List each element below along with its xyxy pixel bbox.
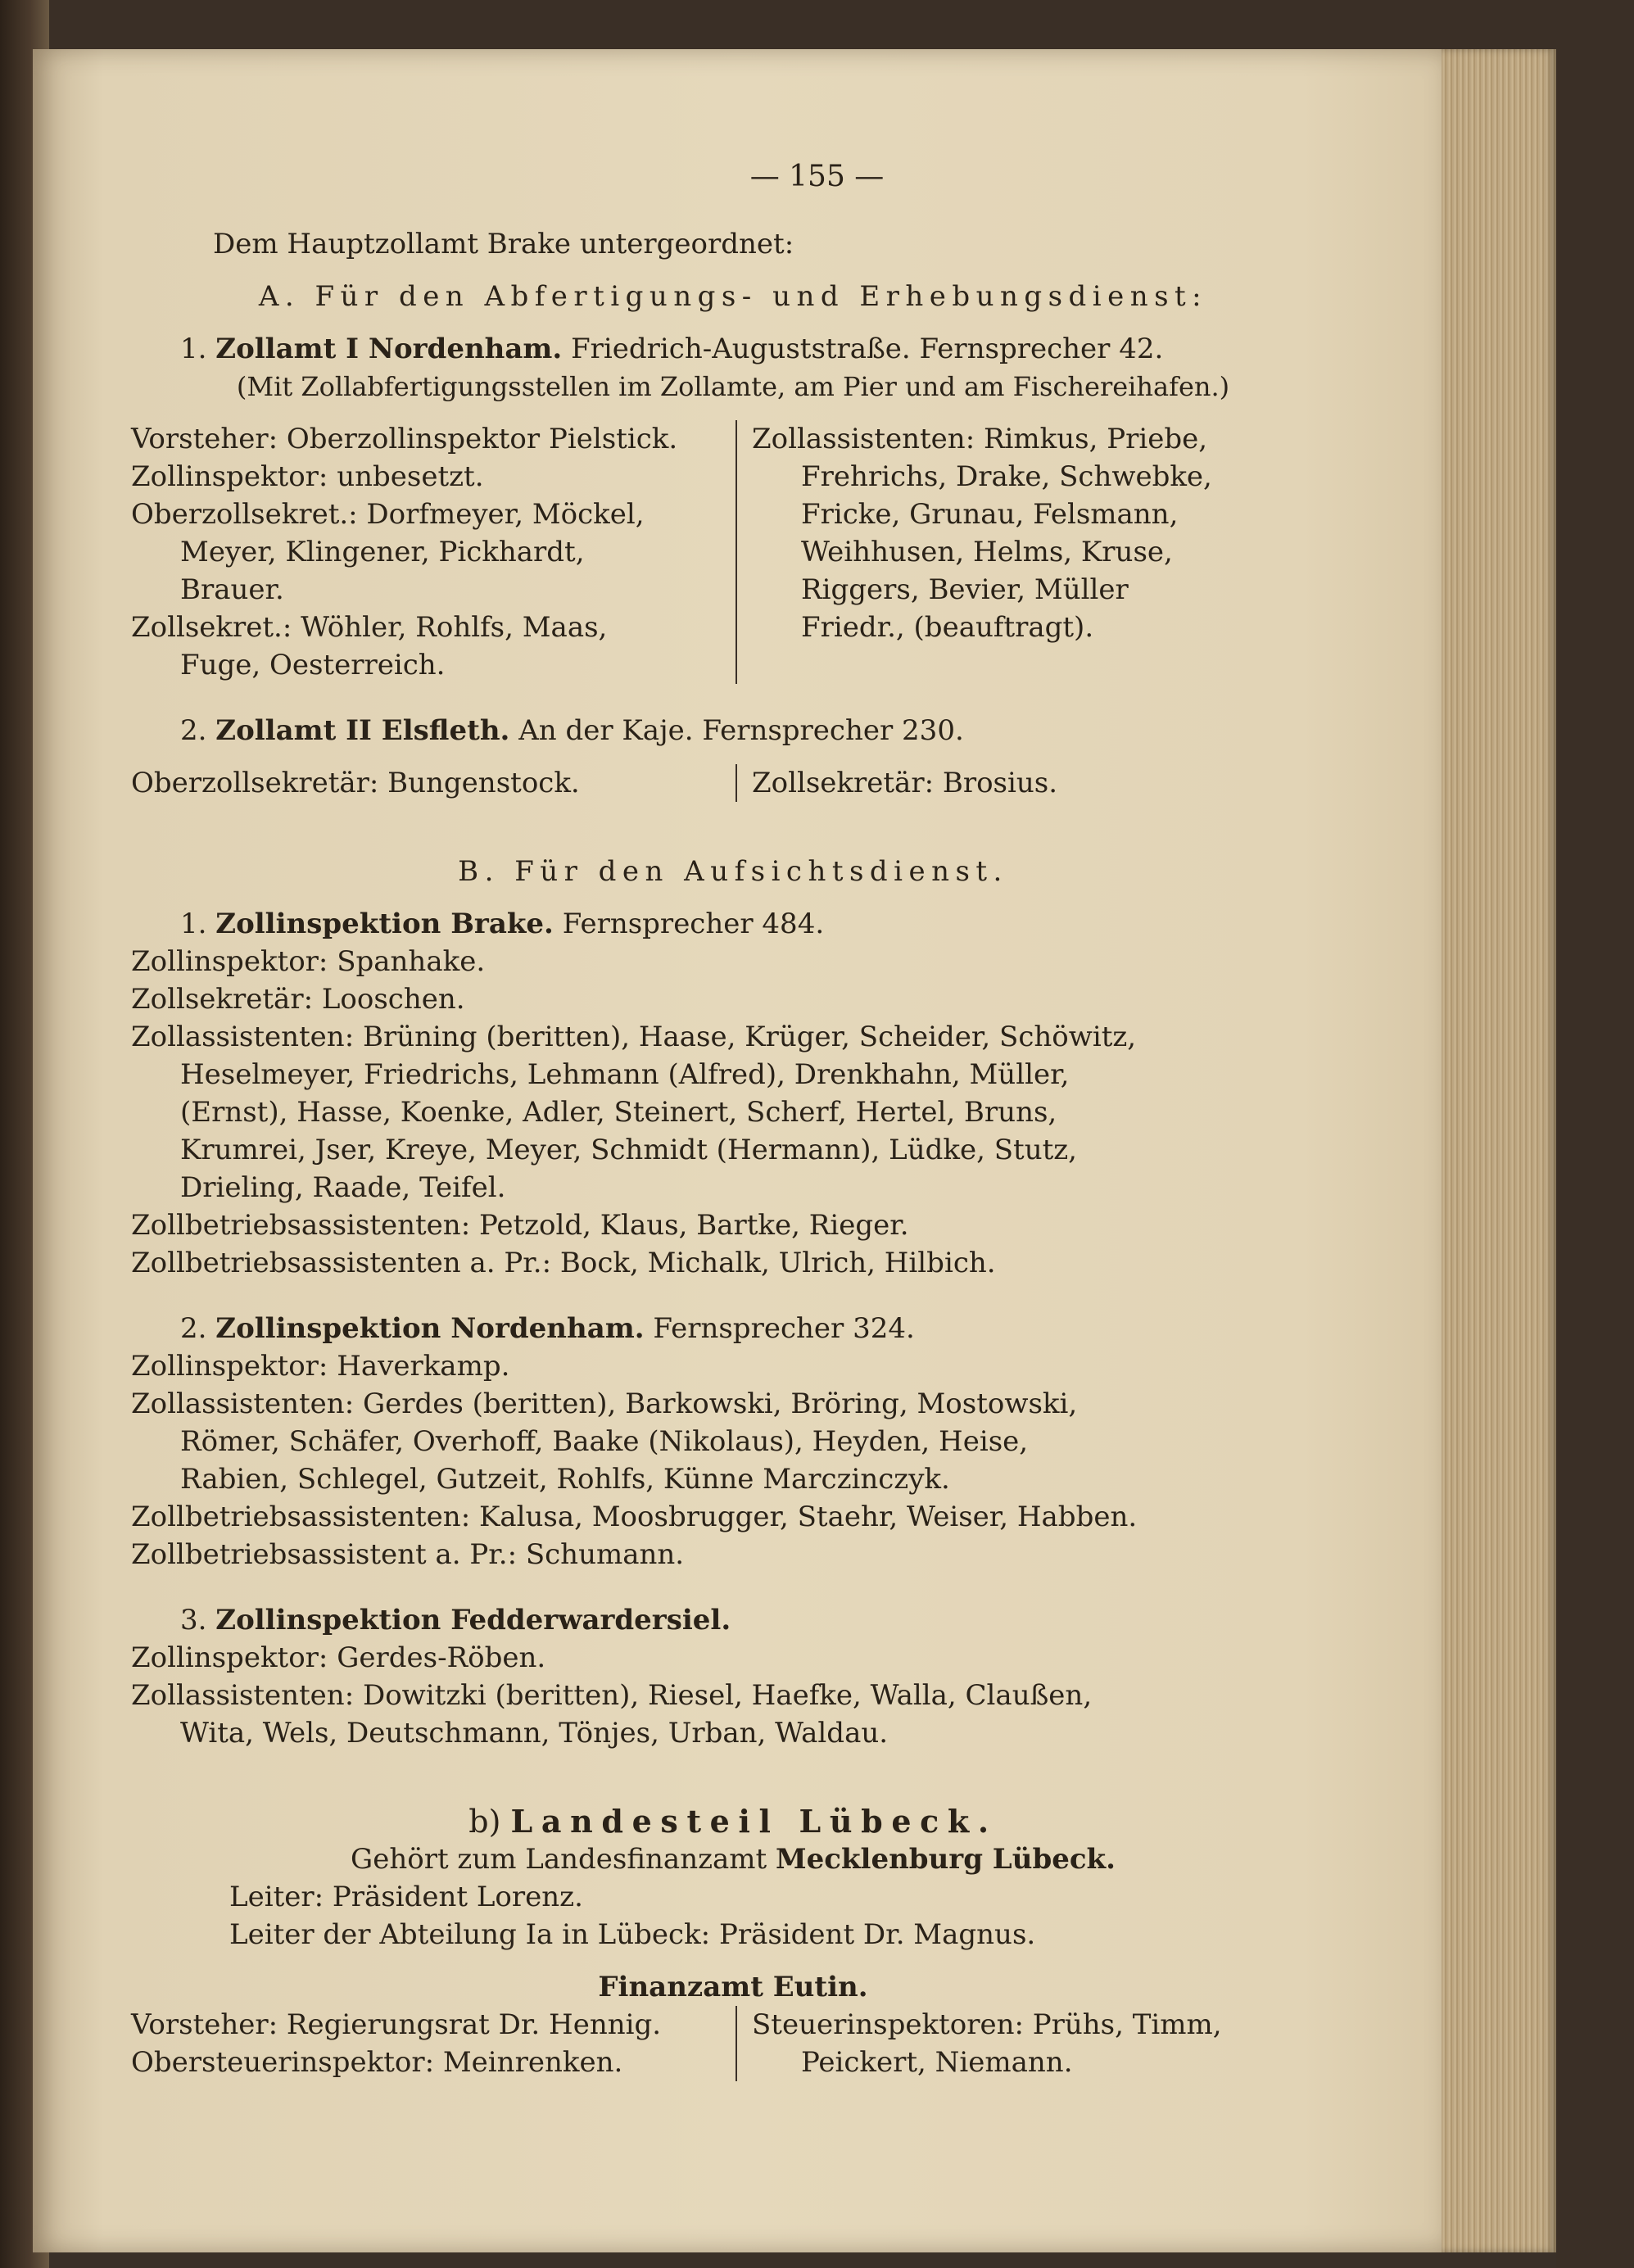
background-right [1556, 0, 1634, 2268]
staff-line: Zollassistenten: Dowitzki (beritten), Riesel, Haefke, Walla, Claußen, [131, 1679, 1093, 1712]
landesteil-sub-bold: Mecklenburg Lübeck. [776, 1843, 1116, 1876]
intro-line: Dem Hauptzollamt Brake untergeordnet: [213, 228, 794, 260]
a2-staff-left [131, 764, 737, 802]
a1-staff-right [737, 420, 1335, 684]
staff-line: Zollassistenten: Gerdes (beritten), Barkowski, Bröring, Mostowski, [131, 1388, 1078, 1420]
b1-heading [131, 905, 1335, 943]
a1-staff [131, 420, 1335, 684]
a1-office-name: Zollamt I Nordenham. [215, 333, 563, 365]
staff-line: Krumrei, Jser, Kreye, Meyer, Schmidt (Hermann), Lüdke, Stutz, [180, 1134, 1077, 1166]
staff-line: Rabien, Schlegel, Gutzeit, Rohlfs, Künne Marczinczyk. [180, 1463, 950, 1496]
staff-line: Leiter: Präsident Lorenz. [229, 1881, 583, 1913]
background-top [49, 0, 1556, 49]
section-a-heading: A. Für den Abfertigungs- und Erhebungsdienst: [258, 280, 1208, 313]
staff-line: Oberzollsekretär: Bungenstock. [131, 767, 580, 799]
staff-line: Römer, Schäfer, Overhoff, Baake (Nikolaus), Heyden, Heise, [180, 1425, 1029, 1458]
staff-line: Zollassistenten: Rimkus, Priebe, [752, 423, 1208, 455]
landesteil-sub-text: Gehört zum Landesfinanzamt [351, 1843, 767, 1876]
b3-number: 3. [180, 1604, 207, 1636]
staff-line: Oberzollsekret.: Dorfmeyer, Möckel, [131, 498, 645, 531]
b1-number: 1. [180, 908, 207, 940]
b3-heading [131, 1601, 1335, 1639]
staff-line: Zollinspektor: Haverkamp. [131, 1350, 510, 1383]
a2-staff [131, 764, 1335, 802]
finanzamt-staff [131, 2006, 1335, 2081]
staff-line: Weihhusen, Helms, Kruse, [801, 536, 1173, 568]
finanzamt-staff-left [131, 2006, 737, 2081]
staff-line: Brauer. [180, 573, 284, 606]
a1-number: 1. [180, 333, 207, 365]
staff-line: Steuerinspektoren: Prühs, Timm, [752, 2008, 1222, 2041]
staff-line: Zollinspektor: unbesetzt. [131, 460, 484, 493]
a2-office-name: Zollamt II Elsfleth. [215, 714, 510, 747]
a1-note: (Mit Zollabfertigungsstellen im Zollamte, am Pier und am Fischereihafen.) [236, 371, 1230, 402]
staff-line: Zollinspektor: Gerdes-Röben. [131, 1641, 546, 1674]
staff-line: Obersteuerinspektor: Meinrenken. [131, 2046, 623, 2079]
staff-line: Zollbetriebsassistenten: Petzold, Klaus, Bartke, Rieger. [131, 1209, 909, 1242]
staff-line: Zollbetriebsassistent a. Pr.: Schumann. [131, 1538, 685, 1571]
staff-line: Zollsekret.: Wöhler, Rohlfs, Maas, [131, 611, 608, 644]
staff-line: Frehrichs, Drake, Schwebke, [801, 460, 1212, 493]
section-b-heading: B. Für den Aufsichtsdienst. [458, 855, 1008, 888]
finanzamt-heading: Finanzamt Eutin. [598, 1971, 868, 2003]
a1-heading [131, 330, 1335, 368]
a2-heading [131, 712, 1335, 749]
staff-line: Drieling, Raade, Teifel. [180, 1171, 506, 1204]
b2-number: 2. [180, 1312, 207, 1345]
staff-line: Riggers, Bevier, Müller [801, 573, 1129, 606]
staff-line: Fricke, Grunau, Felsmann, [801, 498, 1179, 531]
staff-line: (Ernst), Hasse, Koenke, Adler, Steinert, Scherf, Hertel, Bruns, [180, 1096, 1057, 1129]
b2-heading [131, 1310, 1335, 1347]
staff-line: Meyer, Klingener, Pickhardt, [180, 536, 585, 568]
staff-line: Zollinspektor: Spanhake. [131, 945, 486, 978]
landesteil-subheading [131, 1840, 1335, 1878]
page-edges [1442, 49, 1556, 2252]
staff-line: Heselmeyer, Friedrichs, Lehmann (Alfred), Drenkhahn, Müller, [180, 1058, 1070, 1091]
page-number: — 155 — [749, 160, 885, 193]
b1-phone: Fernsprecher 484. [562, 908, 825, 940]
page-content [131, 225, 1335, 2081]
staff-line: Zollbetriebsassistenten: Kalusa, Moosbrugger, Staehr, Weiser, Habben. [131, 1501, 1138, 1533]
b3-office-name: Zollinspektion Fedderwardersiel. [215, 1604, 731, 1636]
staff-line: Peickert, Niemann. [801, 2046, 1073, 2079]
staff-line: Leiter der Abteilung Ia in Lübeck: Präsident Dr. Magnus. [229, 1918, 1036, 1951]
landesteil-prefix: b) [468, 1804, 501, 1840]
b2-phone: Fernsprecher 324. [653, 1312, 915, 1345]
landesteil-heading [131, 1803, 1335, 1840]
staff-line: Wita, Wels, Deutschmann, Tönjes, Urban, Waldau. [180, 1717, 889, 1750]
staff-line: Zollsekretär: Brosius. [752, 767, 1058, 799]
a2-address: An der Kaje. Fernsprecher 230. [518, 714, 964, 747]
staff-line: Zollsekretär: Looschen. [131, 983, 465, 1016]
finanzamt-staff-right [737, 2006, 1335, 2081]
a2-staff-right [737, 764, 1335, 802]
b2-office-name: Zollinspektion Nordenham. [215, 1312, 645, 1345]
staff-line: Friedr., (beauftragt). [801, 611, 1094, 644]
staff-line: Zollassistenten: Brüning (beritten), Haase, Krüger, Scheider, Schöwitz, [131, 1021, 1137, 1053]
a1-address: Friedrich-Auguststraße. Fernsprecher 42. [571, 333, 1164, 365]
b1-office-name: Zollinspektion Brake. [215, 908, 554, 940]
staff-line: Vorsteher: Oberzollinspektor Pielstick. [131, 423, 678, 455]
staff-line: Vorsteher: Regierungsrat Dr. Hennig. [131, 2008, 662, 2041]
a1-staff-left [131, 420, 737, 684]
a2-number: 2. [180, 714, 207, 747]
landesteil-title: Landesteil Lübeck. [510, 1803, 998, 1840]
staff-line: Zollbetriebsassistenten a. Pr.: Bock, Michalk, Ulrich, Hilbich. [131, 1247, 996, 1279]
staff-line: Fuge, Oesterreich. [180, 649, 446, 681]
